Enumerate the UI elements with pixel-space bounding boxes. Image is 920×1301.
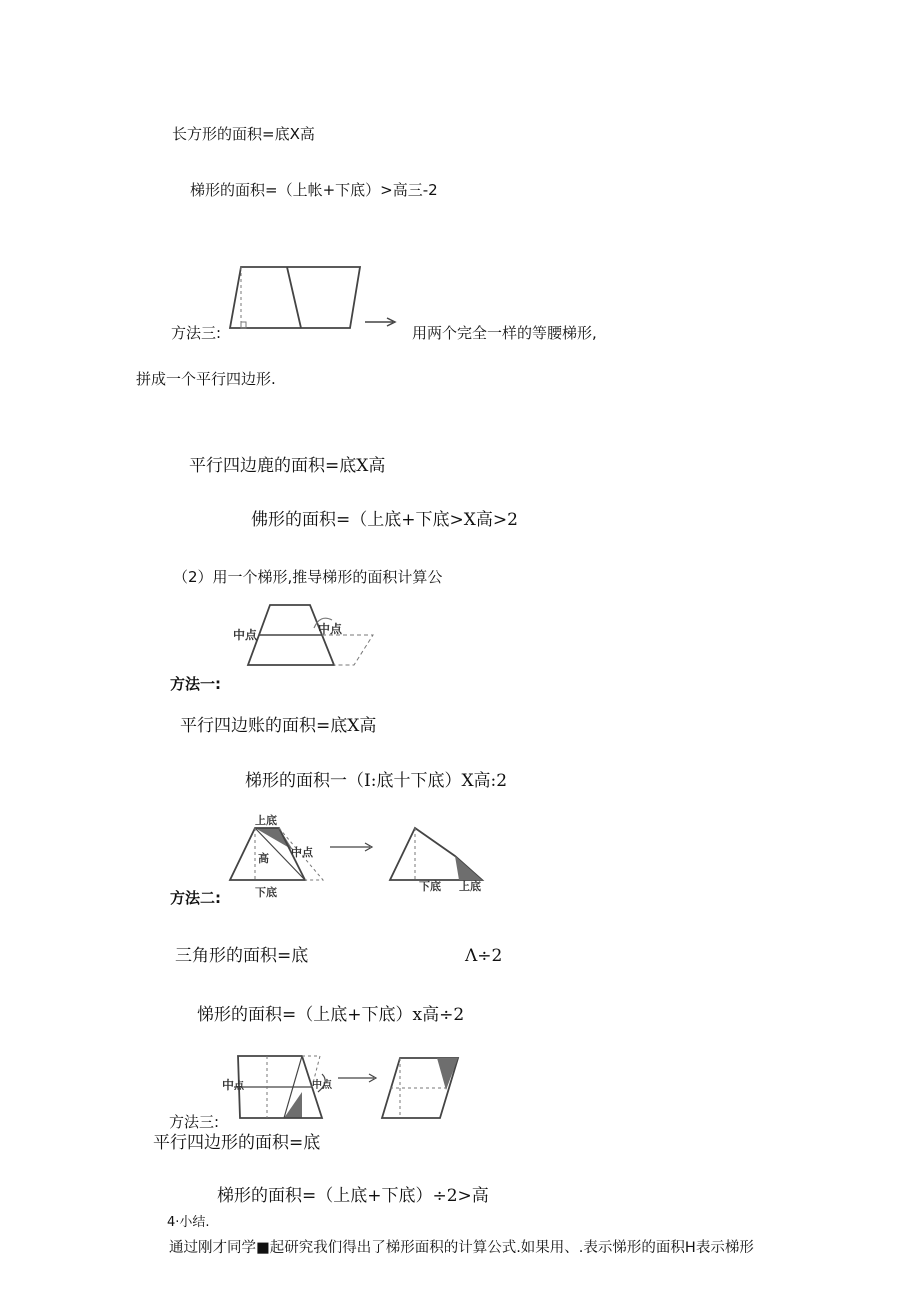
trapezoid-area-formula-4: 悌形的面积=（上底+下底）x高÷2 <box>197 1005 465 1025</box>
triangle-area-formula-tail: Λ÷2 <box>465 946 503 966</box>
parallelogram-area-formula-3: 平行四边形的面积=底 <box>153 1133 321 1153</box>
height-label: 高 <box>258 852 269 865</box>
method3-description-cont: 拼成一个平行四边形. <box>136 370 276 388</box>
top-base-label: 上底 <box>255 814 277 827</box>
triangle-bottom-label: 下底 <box>419 880 441 893</box>
method2-figure <box>225 810 495 902</box>
trapezoid-area-formula-3: 梯形的面积一（I:底十下底）X高:2 <box>245 771 508 791</box>
trapezoid-area-formula-2: 佛形的面积=（上底+下底>X高>2 <box>251 510 518 530</box>
midpoint-label-b: 点 <box>234 1081 244 1092</box>
midpoint-label: 中点 <box>291 846 313 859</box>
midpoint-label-a: 中 <box>222 1078 235 1092</box>
method3-label-2: 方法三: <box>169 1113 220 1131</box>
trapezoid-area-formula-5: 梯形的面积=（上底+下底）÷2>高 <box>217 1186 489 1206</box>
method3-figure-1 <box>225 262 405 337</box>
midpoint-label-right: 中点 <box>318 622 343 636</box>
midpoint-label-left: 中点 <box>233 628 258 642</box>
triangle-top-label: 上底 <box>459 880 481 893</box>
method3-label-1: 方法三: <box>171 324 222 342</box>
summary-text: 通过刚才同学■起研究我们得出了梯形面积的计算公式.如果用、.表示悌形的面积H表示梯形 <box>169 1240 754 1256</box>
section-2-heading: （2）用一个梯形,推导梯形的面积计算公 <box>173 568 443 586</box>
parallelogram-area-formula-1: 平行四边鹿的面积=底X高 <box>189 456 386 476</box>
bottom-base-label: 下底 <box>255 886 277 899</box>
trapezoid-area-formula-1: 梯形的面积=（上帐+下底）>高三-2 <box>190 181 438 199</box>
triangle-area-formula: 三角形的面积=底 <box>175 946 309 966</box>
midpoint-label-right: 中点 <box>312 1080 332 1091</box>
summary-heading: 4·小结. <box>167 1215 210 1230</box>
method2-label: 方法二: <box>170 889 221 907</box>
parallelogram-area-formula-2: 平行四边账的面积=底X高 <box>180 716 377 736</box>
rectangle-area-formula: 长方形的面积=底X高 <box>172 125 315 143</box>
method3-description: 用两个完全一样的等腰梯形, <box>412 324 597 342</box>
method1-figure <box>228 598 388 673</box>
method3-figure-2 <box>222 1052 472 1122</box>
method1-label: 方法一: <box>170 675 221 693</box>
